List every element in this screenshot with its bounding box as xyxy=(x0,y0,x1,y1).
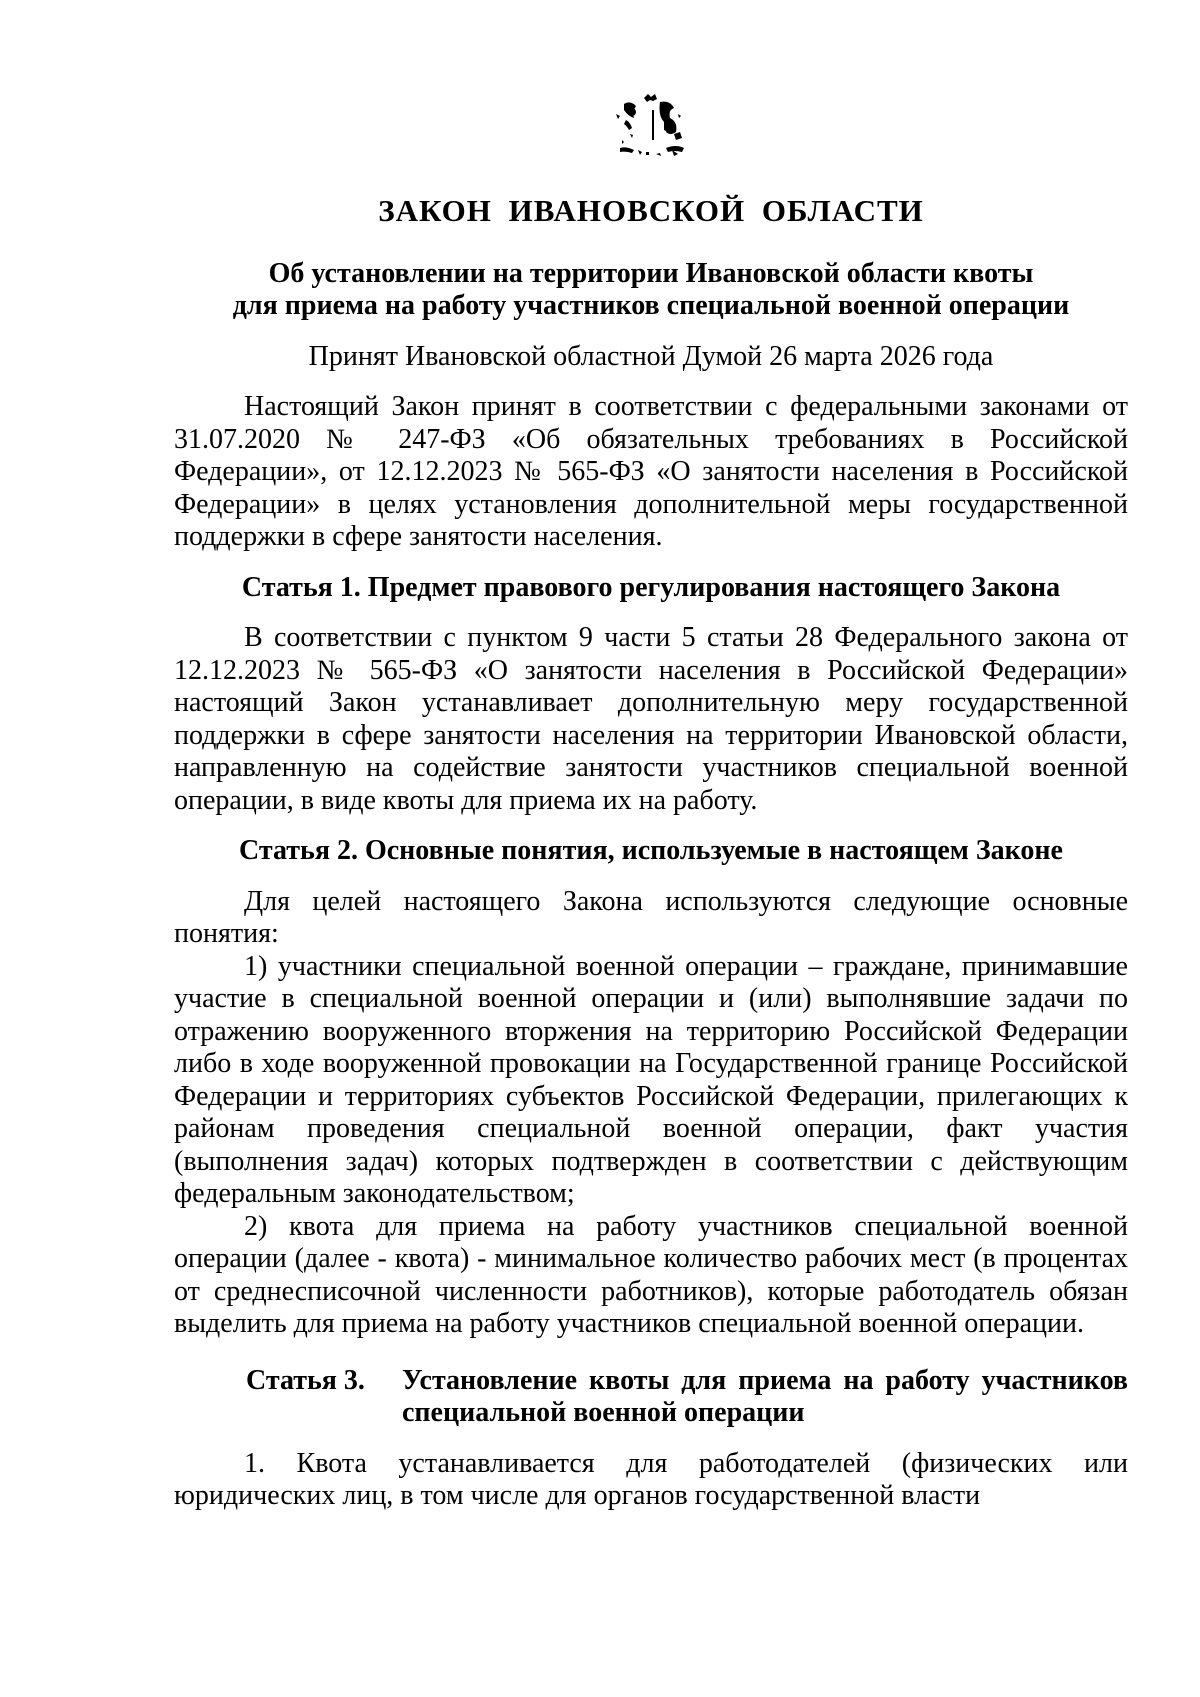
document-type: ЗАКОН ИВАНОВСКОЙ ОБЛАСТИ xyxy=(378,193,924,228)
preamble-paragraph: Настоящий Закон принят в соответствии с федеральными законами от 31.07.2020 № 247-ФЗ «Об обязательных требованиях в Российской Федерации», от 12.12.2023 № 565-ФЗ «О занятости населения в Российской Федерации» в целях установления дополнительной меры государственной поддержки в сфере занятости населения. xyxy=(174,391,1128,552)
article-3-heading-line-1: Установление квоты для приема на работу участников xyxy=(402,1364,1128,1396)
document-title-line-2: для приема на работу участников специальной военной операции xyxy=(232,290,1070,321)
article-2-item-2: 2) квота для приема на работу участников специальной военной операции (далее - квота) - минимальное количество рабочих мест (в процентах от среднесписочной численности работников), которые работодатель обязан выделить для приема на работу участников специальной военной операции. xyxy=(174,1210,1128,1339)
article-2-heading: Статья 2. Основные понятия, используемые в настоящем Законе xyxy=(239,835,1063,866)
article-2-item-1: 1) участники специальной военной операции – граждане, принимавшие участие в специальной военной операции и (или) выполнявшие задачи по отражению вооруженного вторжения на территорию Российской Федерации либо в ходе вооруженной провокации на Государственной границе Российской Федерации и территориях субъектов Российской Федерации, прилегающих к районам проведения специальной военной операции, факт участия (выполнения задач) которых подтвержден в соответствии с действующим федеральным законодательством; xyxy=(174,950,1128,1209)
document-title-line-1: Об установлении на территории Ивановской области квоты xyxy=(268,257,1034,289)
article-3-heading-line-2: специальной военной операции xyxy=(402,1397,805,1428)
coat-of-arms-emblem-icon xyxy=(586,90,716,185)
article-1-heading: Статья 1. Предмет правового регулирования настоящего Закона xyxy=(241,571,1061,603)
article-2-intro: Для целей настоящего Закона используются следующие основные понятия: xyxy=(174,885,1128,949)
document-title xyxy=(174,258,1128,323)
article-3-heading xyxy=(174,1365,1128,1430)
article-3-paragraph: 1. Квота устанавливается для работодателей (физических или юридических лиц, в том числе для органов государственной власти xyxy=(174,1447,1128,1511)
article-3-number: Статья 3. xyxy=(246,1364,365,1396)
adoption-note: Принят Ивановской областной Думой 26 марта 2026 года xyxy=(308,340,994,372)
document-page xyxy=(174,90,1128,1513)
article-1-paragraph: В соответствии с пунктом 9 части 5 статьи 28 Федерального закона от 12.12.2023 № 565-ФЗ «О занятости населения в Российской Федерации» настоящий Закон устанавливает дополнительную меру государственной поддержки в сфере занятости населения на территории Ивановской области, направленную на содействие занятости участников специальной военной операции, в виде квоты для приема их на работу. xyxy=(174,622,1128,816)
